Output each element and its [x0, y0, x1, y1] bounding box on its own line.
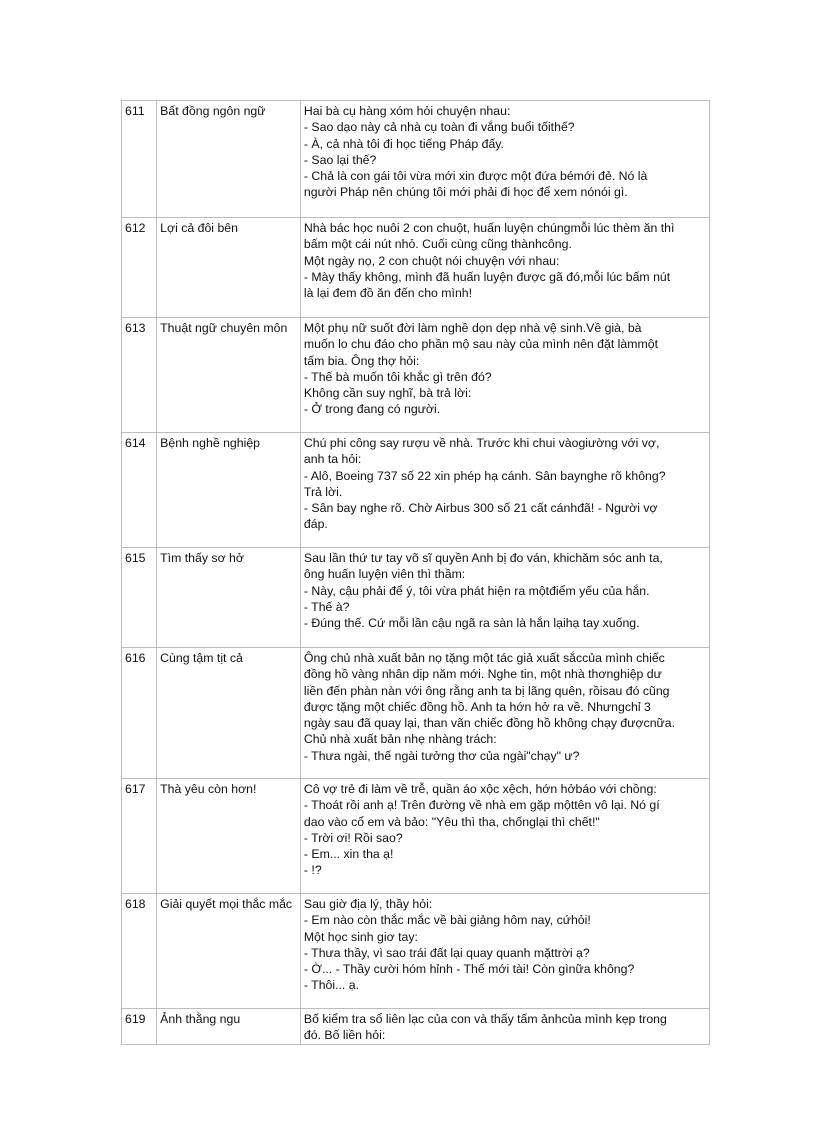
joke-number: 613: [122, 318, 157, 433]
joke-text: [300, 779, 709, 894]
joke-text-line: Ông chủ nhà xuất bản nọ tặng một tác giả xuất sắccủa mình chiếc: [303, 651, 665, 665]
joke-title: Thà yêu còn hơn!: [157, 779, 301, 894]
joke-text-line: Hai bà cụ hàng xóm hỏi chuyện nhau:: [303, 104, 511, 118]
joke-text-line: anh ta hỏi:: [303, 452, 362, 467]
joke-number: 619: [122, 1009, 157, 1045]
joke-text-line: - Mày thấy không, mình đã huấn luyện được gã đó,mỗi lúc bấm nút: [303, 269, 671, 284]
joke-text-line: - Chả là con gái tôi vừa mới xin được một đứa bémới đẻ. Nó là: [303, 169, 648, 184]
joke-text-line: - Đúng thế. Cứ mỗi lần cậu ngã ra sàn là hắn lạihạ tay xuống.: [303, 616, 640, 631]
joke-text-line: ngày sau đã quay lại, than vãn chiếc đồng hồ không chạy đượcnữa.: [303, 716, 676, 731]
table-row: [122, 433, 710, 548]
joke-text-line: - Ờ... - Thầy cười hóm hỉnh - Thế mới tài! Còn gìnữa không?: [303, 962, 635, 977]
joke-text-line: được tặng một chiếc đồng hồ. Anh ta hớn hở ra về. Nhưngchỉ 3: [303, 699, 651, 714]
joke-text: [300, 648, 709, 779]
joke-text-line: - Thưa ngài, thế ngài tưởng thơ của ngài"chạy" ư?: [303, 748, 580, 763]
joke-text: [300, 318, 709, 433]
joke-text-line: - Thưa thầy, vì sao trái đất lại quay quanh mặttrời ạ?: [303, 945, 590, 960]
table-row: [122, 894, 710, 1009]
joke-text-line: Chú phi công say rượu về nhà. Trước khi chui vàogiường với vợ,: [303, 436, 660, 450]
jokes-table-body: [122, 101, 710, 1045]
joke-text-line: Một ngày nọ, 2 con chuột nói chuyện với nhau:: [303, 253, 560, 268]
joke-title: Ảnh thằng ngu: [157, 1009, 301, 1045]
table-row: [122, 1009, 710, 1045]
joke-number: 618: [122, 894, 157, 1009]
joke-title: Lợi cả đôi bên: [157, 218, 301, 318]
joke-text-line: Chủ nhà xuất bản nhẹ nhàng trách:: [303, 732, 497, 747]
table-row: [122, 218, 710, 318]
joke-text-line: - Thôi... ạ.: [303, 978, 360, 993]
joke-text-line: ông huấn luyện viên thì thầm:: [303, 567, 466, 582]
joke-text-line: Cô vợ trẻ đi làm về trễ, quần áo xộc xệch, hớn hởbáo với chồng:: [303, 782, 657, 796]
joke-text-line: - Sao lại thế?: [303, 152, 377, 167]
joke-number: 617: [122, 779, 157, 894]
joke-text-line: - Alô, Boeing 737 số 22 xin phép hạ cánh. Sân baynghe rõ không?: [303, 468, 666, 483]
joke-number: 614: [122, 433, 157, 548]
table-row: [122, 648, 710, 779]
joke-number: 616: [122, 648, 157, 779]
joke-text-line: - Ở trong đang có người.: [303, 402, 441, 417]
joke-number: 612: [122, 218, 157, 318]
joke-title: Bệnh nghề nghiệp: [157, 433, 301, 548]
joke-text-line: - Em nào còn thắc mắc về bài giảng hôm nay, cứhỏi!: [303, 913, 591, 928]
joke-title: Bất đồng ngôn ngữ: [157, 101, 301, 218]
joke-text-line: là lại đem đồ ăn đến cho mình!: [303, 286, 473, 301]
joke-text-line: - Sân bay nghe rõ. Chờ Airbus 300 số 21 cất cánhđã! - Người vợ: [303, 501, 658, 516]
joke-text-line: - Này, cậu phải để ý, tôi vừa phát hiện ra mộtđiểm yếu của hắn.: [303, 583, 650, 598]
joke-text-line: Trả lời.: [303, 484, 343, 499]
joke-title: Cùng tậm tịt cả: [157, 648, 301, 779]
joke-text: [300, 894, 709, 1009]
joke-text-line: tấm bia. Ông thợ hỏi:: [303, 353, 420, 368]
joke-text: [300, 433, 709, 548]
joke-text-line: - À, cả nhà tôi đi học tiếng Pháp đấy.: [303, 136, 504, 151]
joke-text-line: người Pháp nên chúng tôi mới phải đi học để xem nónói gì.: [303, 185, 628, 200]
joke-text-line: Một học sinh giơ tay:: [303, 929, 418, 944]
joke-text-line: Một phụ nữ suốt đời làm nghề dọn dẹp nhà vệ sinh.Về già, bà: [303, 321, 642, 335]
joke-title: Tìm thấy sơ hở: [157, 548, 301, 648]
joke-text-line: - Sao dạo này cả nhà cụ toàn đi vắng buổi tốithế?: [303, 120, 575, 135]
joke-text-line: đó. Bố liền hỏi:: [303, 1028, 386, 1043]
joke-number: 611: [122, 101, 157, 218]
joke-number: 615: [122, 548, 157, 648]
joke-text-line: Không cần suy nghĩ, bà trả lời:: [303, 386, 472, 401]
joke-text-line: - Em... xin tha ạ!: [303, 847, 394, 862]
joke-text: [300, 1009, 709, 1045]
joke-text-line: bấm một cái nút nhỏ. Cuối cùng cũng thànhcông.: [303, 237, 572, 252]
table-row: [122, 548, 710, 648]
table-row: [122, 101, 710, 218]
joke-text-line: Nhà bác học nuôi 2 con chuột, huấn luyện chúngmỗi lúc thèm ăn thì: [303, 221, 675, 235]
joke-text-line: - Thế à?: [303, 599, 350, 614]
table-row: [122, 318, 710, 433]
joke-text-line: Bố kiểm tra sổ liên lạc của con và thấy tấm ảnhcủa mình kẹp trong: [303, 1012, 667, 1026]
joke-text-line: đồng hồ vàng nhân dịp năm mới. Nghe tin, một nhà thơnghiệp dư: [303, 667, 662, 682]
joke-text-line: - !?: [303, 863, 322, 878]
joke-text-line: Sau lần thứ tư tay võ sĩ quyền Anh bị đo ván, khichăm sóc anh ta,: [303, 551, 663, 565]
joke-text: [300, 218, 709, 318]
joke-text: [300, 548, 709, 648]
joke-text-line: dao vào cổ em và bảo: "Yêu thì tha, chốnglại thì chết!": [303, 814, 600, 829]
joke-text-line: liền đến phàn nàn với ông rằng anh ta bị lãng quên, rồisau đó cũng: [303, 683, 670, 698]
table-row: [122, 779, 710, 894]
joke-text-line: - Thoát rồi anh ạ! Trên đường về nhà em gặp mộttên vô lại. Nó gí: [303, 798, 660, 813]
joke-text-line: muốn lo chu đáo cho phần mộ sau này của mình nên đặt làmmột: [303, 337, 658, 352]
jokes-table: [121, 100, 710, 1045]
joke-title: Thuật ngữ chuyên môn: [157, 318, 301, 433]
joke-text: [300, 101, 709, 218]
joke-text-line: đáp.: [303, 517, 328, 532]
joke-title: Giải quyết mọi thắc mắc: [157, 894, 301, 1009]
joke-text-line: Sau giờ địa lý, thầy hỏi:: [303, 897, 433, 911]
joke-text-line: - Thế bà muốn tôi khắc gì trên đó?: [303, 369, 492, 384]
joke-text-line: - Trời ơi! Rồi sao?: [303, 830, 403, 845]
